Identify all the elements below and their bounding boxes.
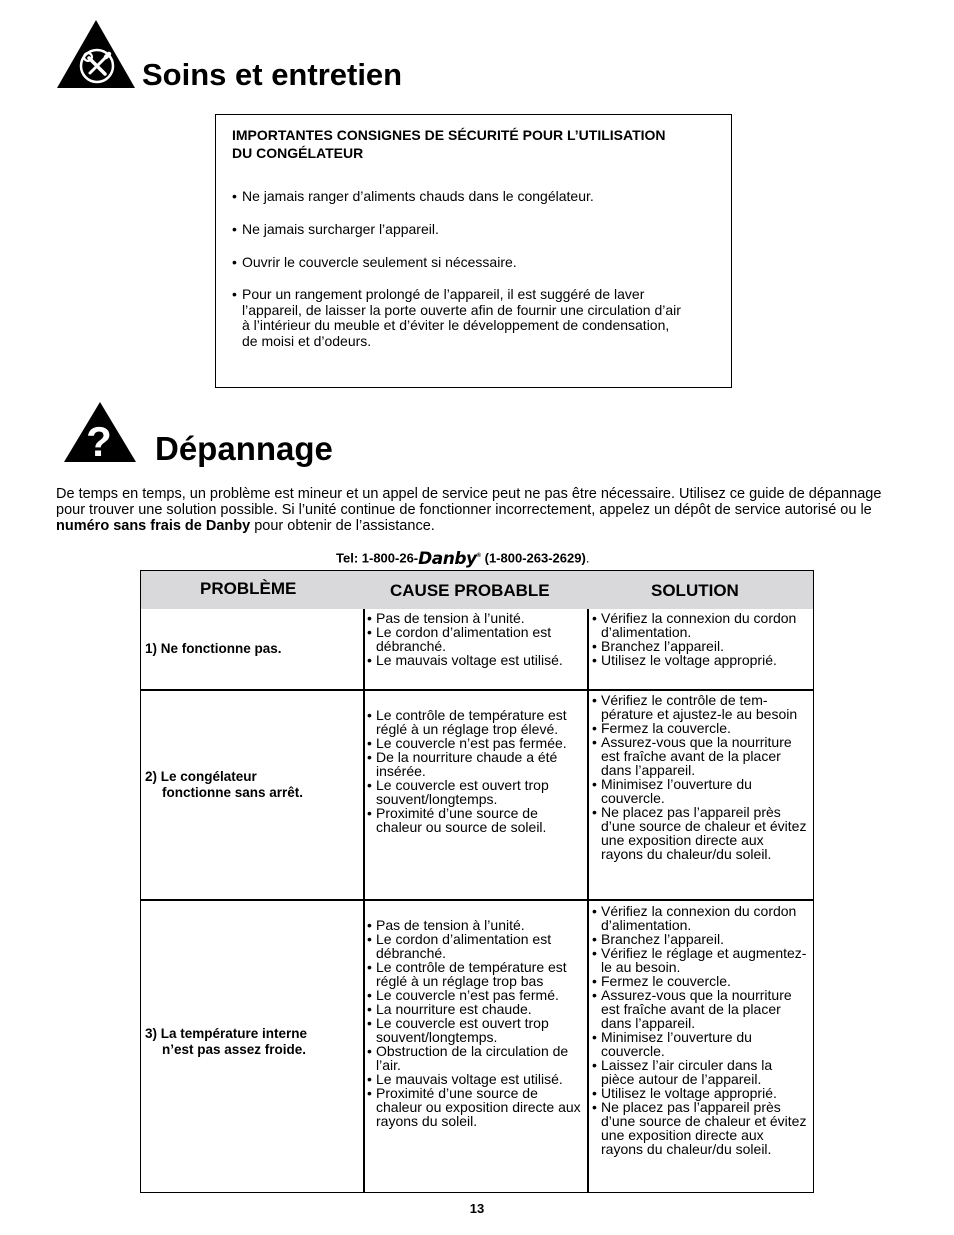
section-title-troubleshooting: Dépannage — [155, 430, 333, 467]
cause-item: • Pas de tension à l’unité. — [367, 611, 581, 625]
page-number: 13 — [469, 1201, 485, 1216]
section-title-care: Soins et entretien — [142, 57, 403, 92]
cause-item: • La nourriture est chaude. — [367, 1002, 581, 1016]
cause-item: • Le mauvais voltage est utilisé. — [367, 653, 581, 667]
cause-item: • Le couvercle n’est pas fermé. — [367, 988, 581, 1002]
solution-item: • Branchez l’appareil. — [592, 932, 807, 946]
solution-item: • Minimisez l’ouverture du couvercle. — [592, 777, 807, 805]
safety-bullet: • Pour un rangement prolongé de l’appareil, il est suggéré de laver l’appareil, de laisser la porte ouverte afin de fournir une circulation d’air à l’intérieur du meuble et d’éviter le développement de condensation, de moisi et d’odeurs. — [232, 286, 681, 349]
safety-bullet: • Ouvrir le couvercle seulement si nécessaire. — [232, 254, 517, 270]
solution-item: • Minimisez l’ouverture du couvercle. — [592, 1030, 807, 1058]
solution-list — [592, 611, 807, 667]
header-solution: SOLUTION — [651, 581, 739, 600]
row-divider — [141, 689, 813, 691]
safety-bullet: • Ne jamais ranger d’aliments chauds dans le congélateur. — [232, 188, 594, 204]
cause-item: • Proximité d’une source de chaleur ou source de soleil. — [367, 806, 583, 834]
cause-item: • Le couvercle n’est pas fermée. — [367, 736, 583, 750]
table-row-problem: 3) La température interne n’est pas assez froide. — [145, 1026, 308, 1057]
row-divider — [141, 899, 813, 901]
solution-item: • Laissez l’air circuler dans la pièce autour de l’appareil. — [592, 1058, 807, 1086]
solution-item: • Vérifiez le contrôle de tem-pérature et ajustez-le au besoin — [592, 693, 807, 721]
phone-number-line: Tel: 1-800-26-Danby® (1-800-263-2629). — [336, 549, 590, 570]
cause-item: • Pas de tension à l’unité. — [367, 918, 581, 932]
intro-paragraph: De temps en temps, un problème est mineur et un appel de service peut ne pas être nécessaire. Utilisez ce guide de dépannage pour trouver une solution possible. Si l’unité continue de fonctionner incorrectement, appelez un dépôt de service autorisé ou le numéro sans frais de Danby pour obtenir de l’assistance. — [56, 486, 882, 534]
svg-text:?: ? — [86, 418, 112, 464]
tools-warning-icon — [55, 18, 137, 90]
safety-instructions-box — [215, 114, 732, 388]
danby-logo: Danby — [418, 549, 477, 570]
solution-item: • Branchez l’appareil. — [592, 639, 807, 653]
solution-item: • Vérifiez la connexion du cordon d’alimentation. — [592, 611, 807, 639]
column-divider — [363, 609, 365, 1192]
cause-item: • Le cordon d’alimentation est débranché. — [367, 932, 581, 960]
cause-item: • Proximité d’une source de chaleur ou exposition directe aux rayons du soleil. — [367, 1086, 581, 1128]
column-divider — [587, 609, 589, 1192]
header-problem: PROBLÈME — [200, 579, 297, 598]
troubleshooting-table — [140, 570, 814, 1193]
cause-list — [367, 611, 581, 667]
solution-list — [592, 904, 807, 1156]
table-row-problem: 2) Le congélateur fonctionne sans arrêt. — [145, 769, 304, 800]
solution-item: • Utilisez le voltage approprié. — [592, 653, 807, 667]
solution-item: • Utilisez le voltage approprié. — [592, 1086, 807, 1100]
cause-list — [367, 708, 583, 834]
solution-item: • Fermez le couvercle. — [592, 974, 807, 988]
solution-item: • Fermez la couvercle. — [592, 721, 807, 735]
header-cause: CAUSE PROBABLE — [390, 581, 550, 600]
cause-list — [367, 918, 581, 1128]
cause-item: • Le cordon d’alimentation est débranché. — [367, 625, 581, 653]
cause-item: • De la nourriture chaude a été insérée. — [367, 750, 583, 778]
solution-item: • Ne placez pas l’appareil près d’une source de chaleur et évitez une exposition directe aux rayons du chaleur/du soleil. — [592, 805, 807, 861]
solution-item: • Vérifiez la connexion du cordon d’alimentation. — [592, 904, 807, 932]
cause-item: • Le couvercle est ouvert trop souvent/longtemps. — [367, 1016, 581, 1044]
solution-item: • Ne placez pas l’appareil près d’une source de chaleur et évitez une exposition directe aux rayons du chaleur/du soleil. — [592, 1100, 807, 1156]
cause-item: • Le contrôle de température est réglé à un réglage trop élevé. — [367, 708, 583, 736]
cause-item: • Le couvercle est ouvert trop souvent/longtemps. — [367, 778, 583, 806]
solution-item: • Assurez-vous que la nourriture est fraîche avant de la placer dans l’appareil. — [592, 988, 807, 1030]
safety-bullet: • Ne jamais surcharger l’appareil. — [232, 221, 439, 237]
table-row-problem: 1) Ne fonctionne pas. — [145, 641, 282, 656]
cause-item: • Obstruction de la circulation de l’air. — [367, 1044, 581, 1072]
question-warning-icon — [62, 400, 138, 464]
safety-heading: IMPORTANTES CONSIGNES DE SÉCURITÉ POUR L’UTILISATION DU CONGÉLATEUR — [232, 127, 666, 161]
solution-item: • Vérifiez le réglage et augmentez-le au besoin. — [592, 946, 807, 974]
cause-item: • Le mauvais voltage est utilisé. — [367, 1072, 581, 1086]
solution-list — [592, 693, 807, 861]
cause-item: • Le contrôle de température est réglé à un réglage trop bas — [367, 960, 581, 988]
solution-item: • Assurez-vous que la nourriture est fraîche avant de la placer dans l’appareil. — [592, 735, 807, 777]
